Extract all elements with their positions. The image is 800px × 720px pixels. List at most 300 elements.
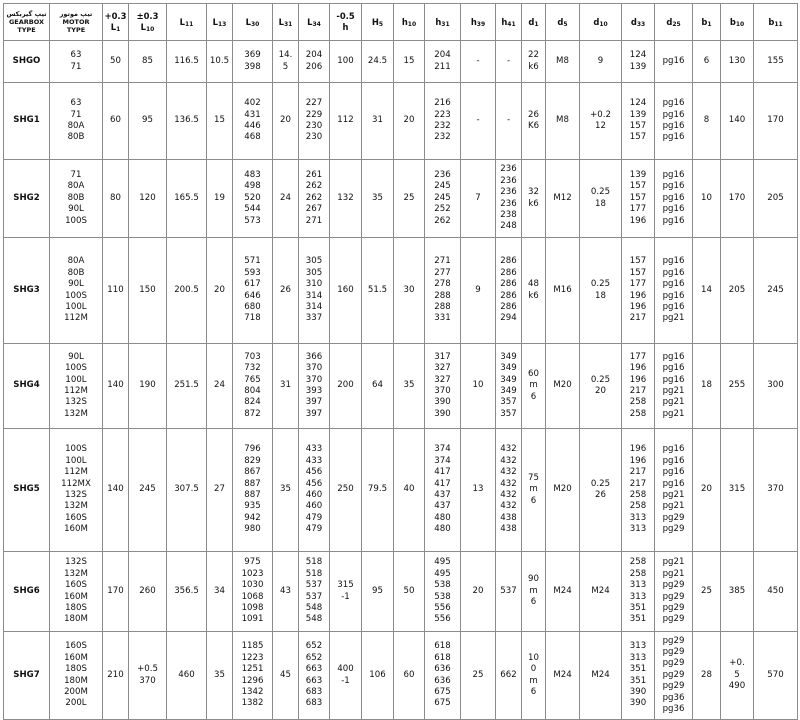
table-cell [522,41,546,83]
cell-line: -1 [341,591,350,602]
cell-line: 206 [305,61,323,72]
table-cell [207,429,233,552]
table-cell [655,41,693,83]
cell-line: 40 [403,484,415,495]
cell-line: 75 [528,472,539,483]
gearbox-type-cell [4,41,50,83]
table-cell [207,632,233,720]
cell-line: 288 [434,290,451,301]
cell-line: 196 [629,363,647,374]
cell-line: 6 [530,495,537,506]
table-cell [580,552,622,632]
table-cell [522,552,546,632]
header-symbol: L [245,16,251,27]
header-symbol: L [278,16,284,27]
cell-line: 100L [65,301,87,312]
cell-line: 80A [67,181,85,192]
cell-line: 180M [64,614,88,625]
gearbox-type-cell [4,429,50,552]
cell-line: pg29 [662,602,685,613]
cell-line: 132S [65,397,87,408]
cell-line: 27 [214,484,225,495]
table-cell [425,632,461,720]
cell-line: 537 [305,580,323,591]
table-cell [622,83,655,160]
cell-line: 1098 [241,602,264,613]
table-cell [496,83,522,160]
cell-line: 177 [629,204,647,215]
cell-line: 331 [434,313,451,324]
table-cell [693,429,721,552]
table-cell [103,552,129,632]
cell-line: 495 [434,557,451,568]
cell-line: 351 [629,664,647,675]
cell-line: 30 [403,284,415,295]
cell-line: 271 [434,256,451,267]
cell-line: pg29 [662,614,685,625]
cell-line: 1091 [241,614,264,625]
table-cell [207,238,233,344]
table-cell [580,632,622,720]
cell-line: +0.5 [137,664,158,675]
cell-line: 112 [337,115,354,126]
cell-line: 216 [434,98,451,109]
table-cell [362,632,394,720]
header-col-d10 [580,4,622,41]
cell-line: 10 [528,652,539,663]
table-cell [622,429,655,552]
cell-line: 357 [500,397,517,408]
table-cell [103,83,129,160]
cell-line: 160M [64,591,88,602]
header-symbol: H [371,16,379,27]
cell-line: 248 [500,221,517,232]
gearbox-type-cell [4,160,50,238]
cell-line: 495 [434,568,451,579]
cell-line: 132S [65,557,87,568]
table-cell [299,238,330,344]
table-cell [655,552,693,632]
cell-line: 14. [278,50,293,61]
cell-line: 402 [244,98,261,109]
table-cell [754,160,798,238]
cell-line: 490 [728,681,746,692]
cell-line: 100S [65,215,87,226]
cell-line: 397 [305,408,323,419]
cell-line: 18 [701,380,712,391]
cell-line: 12 [595,121,606,131]
header-gearbox-en1: GEARBOX [8,18,45,26]
cell-line: pg36 [662,692,685,703]
cell-line: 0.25 [590,279,611,290]
cell-line: 10.5 [209,55,230,66]
cell-line: 50 [110,55,121,66]
cell-line: pg29 [662,669,685,680]
table-cell [394,632,425,720]
cell-line: 518 [305,568,323,579]
table-cell [754,41,798,83]
cell-line: 196 [629,374,647,385]
cell-line: 252 [434,204,451,215]
table-cell [330,552,362,632]
cell-line: pg16 [662,363,685,374]
cell-line: k6 [528,198,539,209]
cell-line: pg16 [662,55,685,66]
cell-line: - [476,115,480,126]
cell-line: 683 [305,698,323,709]
table-row [4,344,798,429]
cell-line: 18 [595,198,606,209]
cell-line: 200L [65,698,87,709]
cell-line: pg16 [662,215,685,226]
cell-line: - [506,115,511,126]
table-cell [580,160,622,238]
table-cell [425,429,461,552]
header-symbol: L [212,16,218,27]
header-col-b10 [721,4,754,41]
header-subscript: 1 [707,20,712,28]
table-cell [103,160,129,238]
table-cell [546,41,580,83]
table-body [4,41,798,720]
cell-line: pg21 [662,501,685,512]
cell-line: 498 [244,181,261,192]
cell-line: 236 [500,187,517,198]
header-subscript: 10 [145,26,155,33]
cell-line: 6 [703,55,710,66]
header-symbol: h [501,16,508,27]
cell-line: 618 [434,641,451,652]
cell-line: 139 [629,109,647,120]
table-cell [299,344,330,429]
cell-line: SHGO [12,55,41,66]
cell-line: 538 [434,591,451,602]
cell-line: 232 [434,132,451,143]
table-cell [129,238,167,344]
table-cell [129,160,167,238]
table-cell [167,160,207,238]
cell-line: m [529,380,538,391]
header-subscript: 31 [283,20,293,28]
table-cell [622,238,655,344]
cell-line: 25 [403,192,415,203]
cell-line: 204 [305,50,323,61]
cell-line: 20 [595,386,606,396]
table-row [4,160,798,238]
table-cell [693,238,721,344]
table-cell [655,632,693,720]
table-cell [546,632,580,720]
cell-line: M12 [553,192,572,203]
cell-line: 95 [142,115,153,126]
cell-line: 703 [244,351,261,362]
cell-line: 544 [244,204,261,215]
table-cell [693,632,721,720]
gearbox-type-cell [4,344,50,429]
cell-line: 479 [305,512,323,523]
table-row [4,41,798,83]
table-cell [394,41,425,83]
cell-line: 90 [528,574,539,585]
header-tolerance: +0.3 [104,11,127,21]
cell-line: pg16 [662,267,685,278]
cell-line: 28 [701,669,712,680]
table-row [4,429,798,552]
table-cell [330,238,362,344]
cell-line: pg16 [662,279,685,290]
cell-line: 10 [701,192,712,203]
table-cell [754,552,798,632]
cell-line: 15 [214,115,225,126]
cell-line: 258 [629,568,647,579]
table-cell [330,41,362,83]
cell-line: k6 [528,290,539,301]
cell-line: +0. [729,658,745,669]
cell-line: 80A [67,121,85,131]
cell-line: 313 [629,591,647,602]
table-cell [655,160,693,238]
cell-line: 390 [434,397,451,408]
cell-line: 130 [728,55,746,66]
header-col-h31 [425,4,461,41]
cell-line: 356.5 [174,585,199,596]
table-cell [103,429,129,552]
cell-line: 157 [629,192,647,203]
table-cell [330,429,362,552]
header-symbol: h [342,22,349,32]
cell-line: 139 [629,169,647,180]
cell-line: 45 [280,669,291,680]
cell-line: 160M [64,652,88,663]
cell-line: 548 [305,602,323,613]
cell-line: 300 [767,380,784,391]
cell-line: 20 [701,484,712,495]
header-col-l34 [299,4,330,41]
cell-line: 370 [305,363,323,374]
cell-line: 286 [500,267,517,278]
table-row [4,83,798,160]
cell-line: 370 [305,374,323,385]
cell-line: 267 [305,204,323,215]
cell-line: 571 [244,256,261,267]
cell-line: 556 [434,602,451,613]
cell-line: 245 [434,181,451,192]
cell-line: 217 [629,467,647,478]
cell-line: 26 [528,109,539,120]
cell-line: 150 [139,284,156,295]
cell-line: 25 [472,669,484,680]
table-cell [655,238,693,344]
cell-line: 262 [305,192,323,203]
table-cell [362,41,394,83]
table-cell [693,552,721,632]
cell-line: 261 [305,169,323,180]
cell-line: 100S [65,444,87,455]
table-cell [103,632,129,720]
cell-line: 13 [472,484,484,495]
cell-line: 390 [434,408,451,419]
cell-line: 26 [280,284,291,295]
table-cell [273,632,299,720]
table-cell [693,41,721,83]
cell-line: 31 [280,380,291,391]
header-col-h [330,4,362,41]
cell-line: 124 [629,98,647,109]
cell-line: 313 [629,652,647,663]
table-cell [496,41,522,83]
table-cell [496,429,522,552]
cell-line: 1296 [241,675,264,686]
cell-line: 35 [214,669,225,680]
table-cell [522,632,546,720]
cell-line: 90L [68,351,84,362]
table-cell [167,344,207,429]
cell-line: 573 [244,215,261,226]
table-cell [129,344,167,429]
header-symbol: L [110,22,117,32]
cell-line: 437 [434,501,451,512]
table-cell [622,160,655,238]
table-cell [754,632,798,720]
header-subscript: 10 [735,20,745,28]
header-subscript: 33 [636,20,646,28]
cell-line: 646 [244,290,261,301]
table-cell [299,429,330,552]
cell-line: 60 [403,669,415,680]
cell-line: pg16 [662,290,685,301]
cell-line: 160M [64,524,88,535]
gearbox-type-cell [4,552,50,632]
header-col-l10 [129,4,167,41]
table-cell [580,344,622,429]
cell-line: 374 [434,444,451,455]
header-subscript: 11 [774,20,783,28]
header-col-d5 [546,4,580,41]
cell-line: 824 [244,397,261,408]
cell-line: 112M [64,467,88,478]
cell-line: 112MX [61,478,91,489]
cell-line: 112M [64,313,88,324]
cell-line: 480 [434,524,451,535]
table-cell [546,160,580,238]
cell-line: 20 [214,284,225,295]
cell-line: 160S [65,580,87,591]
cell-line: 1223 [241,652,264,663]
cell-line: 35 [372,192,383,203]
cell-line: 370 [139,675,156,686]
cell-line: pg29 [662,580,685,591]
cell-line: 71 [70,61,82,72]
table-cell [522,83,546,160]
header-col-l31 [273,4,299,41]
cell-line: 286 [500,290,517,301]
gearbox-type-cell [4,83,50,160]
table-cell [394,552,425,632]
cell-line: M24 [553,669,572,680]
table-cell [754,83,798,160]
cell-line: 165.5 [174,192,199,203]
table-cell [233,552,273,632]
cell-line: pg29 [662,646,685,657]
header-symbol: d [630,16,637,27]
cell-line: 26 [595,490,606,500]
cell-line: 271 [305,215,323,226]
table-cell [721,552,754,632]
cell-line: 433 [305,455,323,466]
cell-line: 32 [528,187,539,198]
cell-line: 314 [305,301,323,312]
cell-line: 374 [434,455,451,466]
cell-line: 180S [65,602,87,613]
table-cell [580,83,622,160]
cell-line: 196 [629,444,647,455]
cell-line: k6 [528,61,539,72]
cell-line: pg29 [662,524,685,535]
table-cell [425,160,461,238]
table-cell [362,344,394,429]
header-symbol: d [528,16,535,27]
cell-line: 24 [280,192,291,203]
cell-line: 170 [107,585,124,596]
cell-line: 157 [629,256,647,267]
cell-line: 278 [434,279,451,290]
header-subscript: 25 [672,20,681,28]
header-col-h39 [461,4,496,41]
cell-line: SHG4 [13,380,40,391]
table-cell [167,41,207,83]
table-cell [721,238,754,344]
cell-line: m [529,675,538,686]
cell-line: 796 [244,444,261,455]
cell-line: pg21 [662,313,685,324]
cell-line: 537 [500,585,517,596]
table-cell [207,41,233,83]
table-cell [693,344,721,429]
cell-line: 71 [70,169,82,180]
table-cell [207,160,233,238]
table-cell [754,429,798,552]
cell-line: 887 [244,490,261,500]
table-cell [233,632,273,720]
cell-line: 305 [305,256,323,267]
table-row [4,632,798,720]
header-symbol: h [470,16,477,27]
cell-line: 327 [434,363,451,374]
header-motor-fa: تیپ موتور [59,10,93,18]
table-cell [362,429,394,552]
cell-line: 0.25 [590,187,611,198]
cell-line: 90L [68,279,84,290]
cell-line: pg29 [662,635,685,646]
table-cell [233,238,273,344]
table-row [4,238,798,344]
cell-line: 232 [434,121,451,131]
table-cell [655,344,693,429]
cell-line: 238 [500,209,517,220]
table-cell [273,429,299,552]
cell-line: 250 [337,484,354,495]
cell-line: 132M [64,568,88,579]
cell-line: 351 [629,602,647,613]
cell-line: SHG5 [13,484,40,495]
cell-line: 349 [500,351,517,362]
cell-line: 63 [70,98,82,109]
table-cell [693,83,721,160]
cell-line: 0.25 [590,478,611,489]
cell-line: 177 [629,351,647,362]
table-cell [129,552,167,632]
table-cell [167,83,207,160]
